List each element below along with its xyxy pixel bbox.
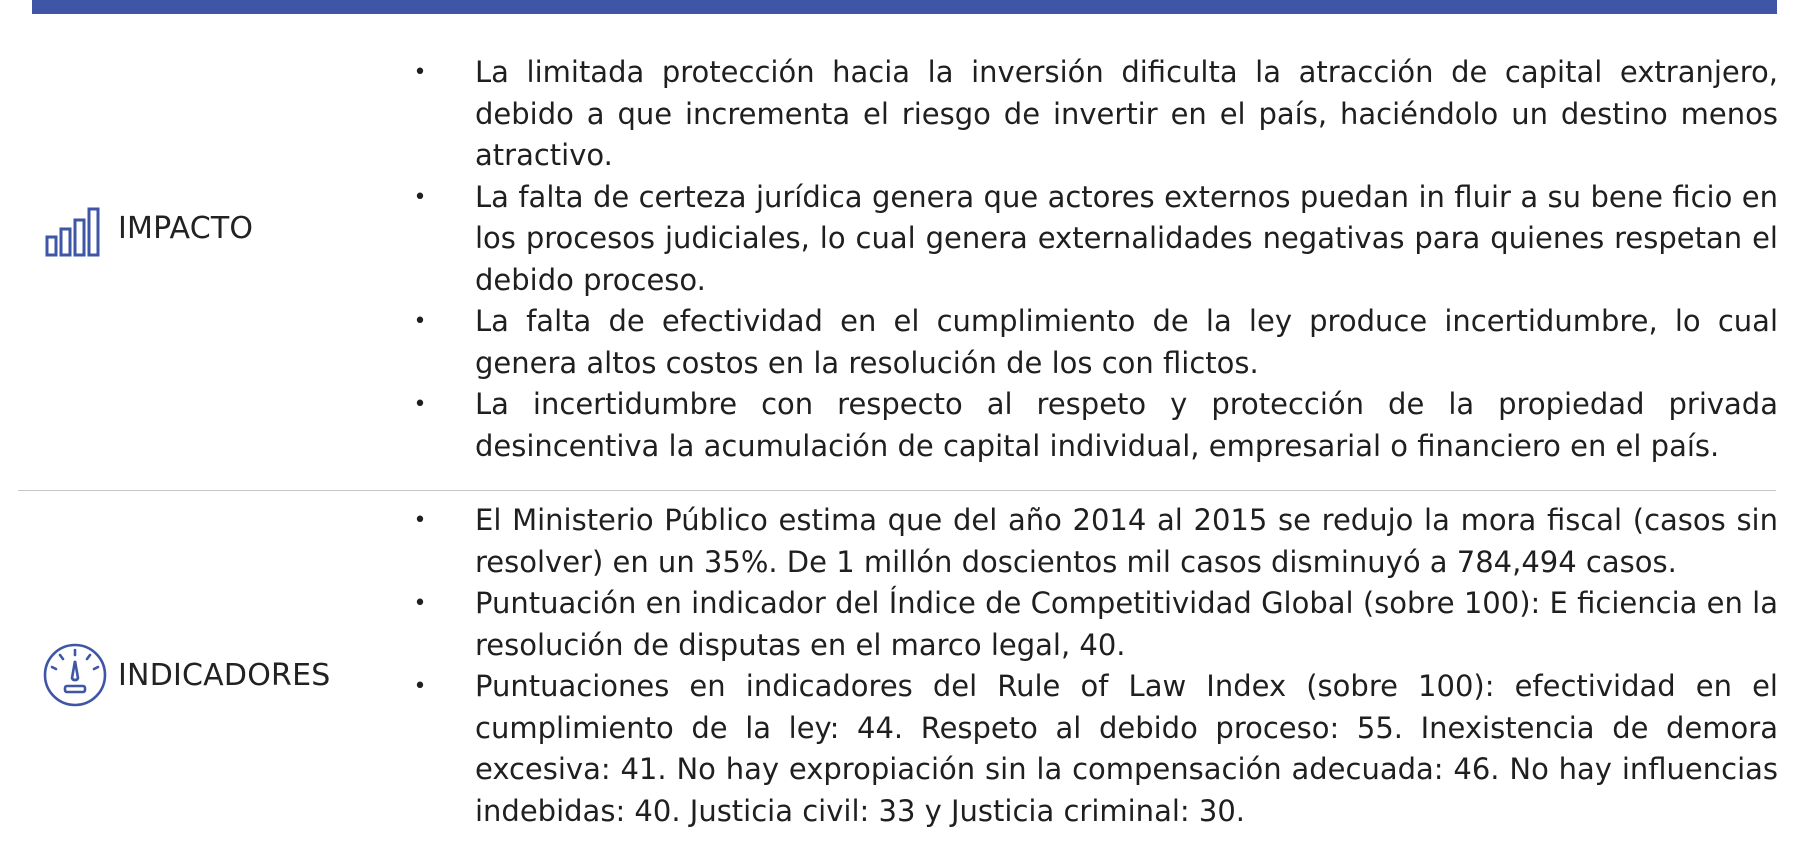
bullet-text: La limitada protección hacia la inversión dificulta la atracción de capital extranjero, debido a que incrementa el riesgo de invertir en el país, haciéndolo un destino menos atractivo. [475,55,1778,172]
bullet-icon: • [413,309,427,334]
indicators-section [0,492,1800,850]
title-banner [32,0,1777,14]
section-divider [18,490,1776,491]
bullet-icon: • [413,508,427,533]
indicators-bullet-list [410,500,1778,832]
bullet-text: Puntuación en indicador del Índice de Competitividad Global (sobre 100): E ficiencia en la resolución de disputas en el marco legal, 40. [475,586,1778,662]
list-item [410,384,1778,467]
bullet-text: La falta de certeza jurídica genera que actores externos puedan in fluir a su bene ficio en los procesos judiciales, lo cual genera externalidades negativas para quienes respetan el debido proceso. [475,179,1778,297]
bullet-icon: • [413,392,427,417]
bullet-icon: • [413,674,427,699]
list-item [410,500,1778,583]
bullet-text: La falta de efectividad en el cumplimiento de la ley produce incertidumbre, lo cual genera altos costos en la resolución de los con flictos. [475,304,1778,380]
bullet-icon: • [413,591,427,616]
list-item [410,301,1778,384]
impact-label-text: IMPACTO [118,210,254,246]
gauge-icon [42,642,108,708]
list-item [410,583,1778,666]
bullet-icon: • [413,60,427,85]
list-item [410,52,1778,177]
indicators-label-text: INDICADORES [118,657,331,693]
list-item [410,177,1778,302]
bullet-text: La incertidumbre con respecto al respeto y protección de la propiedad privada desincentiva la acumulación de capital individual, empresarial o financiero en el país. [475,387,1778,463]
impact-bullet-list [410,52,1778,467]
bullet-text: Puntuaciones en indicadores del Rule of Law Index (sobre 100): efectividad en el cumplimiento de la ley: 44. Respeto al debido proceso: 55. Inexistencia de demora excesiva: 41. No hay expropiación sin la compensación adecuada: 46. No hay influencias indebidas: 40. Justicia civil: 33 y Justicia criminal: 30. [475,669,1778,828]
list-item [410,666,1778,832]
indicators-label [42,642,330,708]
bullet-icon: • [413,184,427,210]
bullet-text: El Ministerio Público estima que del año 2014 al 2015 se redujo la mora fiscal (casos sin resolver) en un 35%. De 1 millón doscientos mil casos disminuyó a 784,494 casos. [475,503,1778,579]
impact-label [42,195,253,261]
bar-chart-icon [42,195,108,261]
impact-section [0,40,1800,490]
